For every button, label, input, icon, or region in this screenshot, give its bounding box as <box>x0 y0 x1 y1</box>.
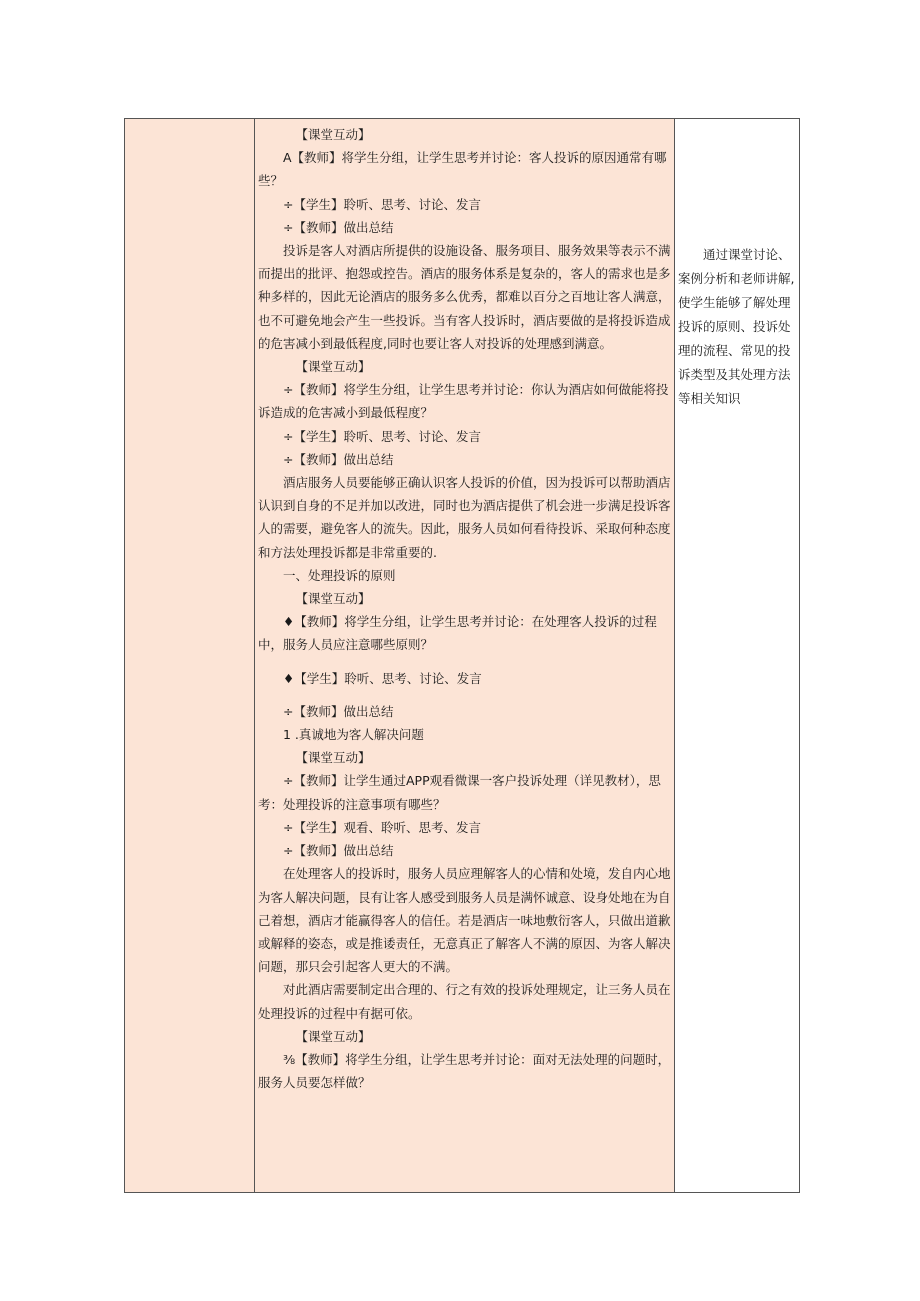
teacher-prompt: ⅜【教师】将学生分组，让学生思考并讨论：面对无法处理的问题时，服务人员要怎样做？ <box>258 1051 671 1091</box>
teacher-prompt: ♦【教师】将学生分组，让学生思考并讨论：在处理客人投诉的过程中，服务人员应注意哪些原则？ <box>258 614 657 653</box>
subsection-title: 一、处理投诉的原则 <box>283 567 396 583</box>
paragraph: 对此酒店需要制定出合理的、行之有效的投诉处理规定，让三务人员在处理投诉的过程中有据可依。 <box>258 982 671 1021</box>
section-heading: 【课堂互动】 <box>295 127 371 142</box>
section-heading: 【课堂互动】 <box>295 750 371 766</box>
student-activity: ÷【学生】观看、聆听、思考、发言 <box>283 819 481 835</box>
teacher-prompt: ÷【教师】让学生通过APP观看微课一客户投诉处理（详见教材），思考：处理投诉的注意事项有哪些？ <box>258 773 661 812</box>
content-column-cell <box>255 119 675 1192</box>
lesson-table <box>124 118 800 1193</box>
teacher-summary: ÷【教师】做出总结 <box>283 703 394 719</box>
student-activity: ÷【学生】聆听、思考、讨论、发言 <box>283 196 481 212</box>
teacher-summary: ÷【教师】做出总结 <box>283 843 394 859</box>
teacher-prompt: A【教师】将学生分组，让学生思考并讨论：客人投诉的原因通常有哪些？ <box>258 150 667 189</box>
teacher-summary: ÷【教师】做出总结 <box>283 219 394 235</box>
section-heading: 【课堂互动】 <box>295 591 371 607</box>
student-activity: ♦【学生】聆听、思考、讨论、发言 <box>283 670 482 686</box>
paragraph: 酒店服务人员要能够正确认识客人投诉的价值，因为投诉可以帮助酒店认识到自身的不足并加以改进，同时也为酒店提供了机会进一步满足投诉客人的需要，避免客人的流失。因此，服务人员如何看待投诉、采取何种态度和方法处理投诉都是非常重要的. <box>258 475 671 560</box>
teacher-summary: ÷【教师】做出总结 <box>283 451 394 467</box>
student-activity: ÷【学生】聆听、思考、讨论、发言 <box>283 428 481 444</box>
section-heading: 【课堂互动】 <box>295 1028 371 1044</box>
section-heading: 【课堂互动】 <box>295 359 371 375</box>
objectives-column-cell <box>675 119 799 1192</box>
left-column-cell <box>125 119 255 1192</box>
teacher-prompt: ÷【教师】将学生分组，让学生思考并讨论：你认为酒店如何做能将投诉造成的危害减小到最低程度？ <box>258 382 669 421</box>
paragraph: 在处理客人的投诉时，服务人员应理解客人的心情和处境，发自内心地为客人解决问题，艮有让客人感受到服务人员是满怀诚意、设身处地在为自己着想，酒店才能赢得客人的信任。若是酒店一味地敷衍客人，只做出道歉或解释的姿态，或是推诿责任，无意真正了解客人不满的原因、为客人解决问题，那只会引起客人更大的不满。 <box>258 866 671 975</box>
subsection-title: 1 .真诚地为客人解决问题 <box>283 727 424 743</box>
objectives-text: 通过课堂讨论、案例分析和老师讲解,使学生能够了解处理投诉的原则、投诉处理的流程、常见的投诉类型及其处理方法等相关知识 <box>678 247 795 406</box>
paragraph: 投诉是客人对酒店所提供的设施设备、服务项目、服务效果等表示不满而提出的批评、抱怨或控告。酒店的服务体系是复杂的，客人的需求也是多种多样的，因此无论酒店的服务多么优秀，都难以百分之百地让客人满意，也不可避免地会产生一些投诉。当有客人投诉时，酒店要做的是将投诉造成的危害减小到最低程度,同时也要让客人对投诉的处理感到满意。 <box>258 243 671 351</box>
